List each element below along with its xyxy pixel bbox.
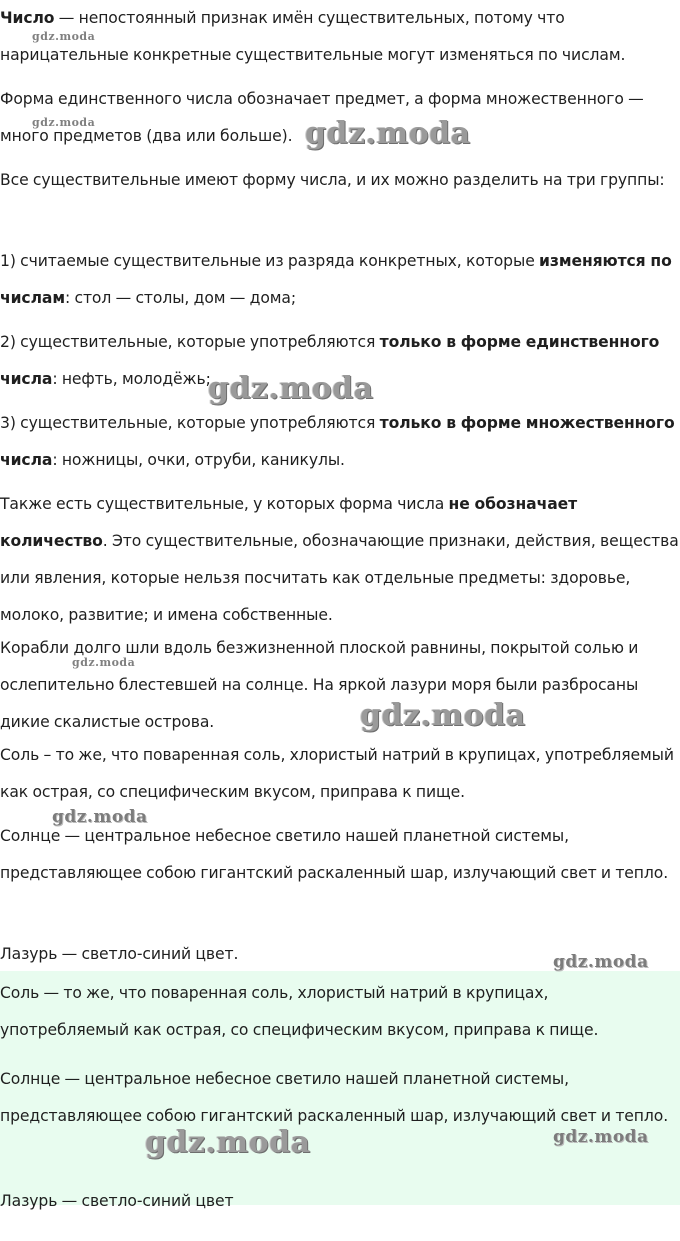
paragraph-singular-plural: Форма единственного числа обозначает предмет, а форма множественного — много предметов (два или больше).: [0, 90, 644, 145]
watermark-logo: gdz.moda: [145, 1125, 311, 1160]
paragraph-group-1: 1) считаемые существительные из разряда конкретных, которые изменяются по числам: стол — столы, дом — дома;: [0, 252, 672, 307]
paragraph-group-3: 3) существительные, которые употребляются только в форме множественного числа: ножницы, очки, отруби, каникулы.: [0, 414, 675, 469]
paragraph-sun-definition: Солнце — центральное небесное светило нашей планетной системы, представляющее собою гигантский раскаленный шар, излучающий свет и тепло.: [0, 827, 669, 882]
watermark-logo: gdz.moda: [360, 698, 526, 733]
watermark-logo: gdz.moda: [553, 952, 649, 972]
watermark-logo: gdz.moda: [208, 371, 374, 406]
term-bold: Число: [0, 9, 55, 27]
highlight-azure-definition: Лазурь — светло-синий цвет: [0, 1192, 234, 1210]
watermark-logo: gdz.moda: [32, 30, 96, 43]
highlight-salt-definition: Соль — то же, что поваренная соль, хлористый натрий в крупицах, употребляемый как острая, со специфическим вкусом, приправа к пище.: [0, 984, 599, 1039]
watermark-logo: gdz.moda: [305, 116, 471, 151]
watermark-logo: gdz.moda: [32, 116, 96, 129]
watermark-logo: gdz.moda: [553, 1127, 649, 1147]
paragraph-azure-definition: Лазурь — светло-синий цвет.: [0, 945, 239, 963]
paragraph-group-2: 2) существительные, которые употребляются только в форме единственного числа: нефть, молодёжь;: [0, 333, 660, 388]
paragraph-salt-definition: Соль – то же, что поваренная соль, хлористый натрий в крупицах, употребляемый как острая, со специфическим вкусом, приправа к пище.: [0, 746, 674, 801]
watermark-logo: gdz.moda: [72, 656, 136, 669]
paragraph-ships-text: Корабли долго шли вдоль безжизненной плоской равнины, покрытой солью и ослепительно блестевшей на солнце. На яркой лазури моря были разбросаны дикие скалистые острова.: [0, 639, 639, 731]
paragraph-three-groups: Все существительные имеют форму числа, и их можно разделить на три группы:: [0, 171, 665, 189]
paragraph-no-quantity: Также есть существительные, у которых форма числа не обозначает количество. Это существительные, обозначающие признаки, действия, вещества или явления, которые нельзя посчитать как отдельные предметы: здоровье, молоко, развитие; и имена собственные.: [0, 495, 679, 624]
watermark-logo: gdz.moda: [52, 807, 148, 827]
paragraph-number-definition: Число — непостоянный признак имён существительных, потому что нарицательные конкретные существительные могут изменяться по числам.: [0, 9, 626, 64]
highlight-sun-definition: Солнце — центральное небесное светило нашей планетной системы, представляющее собою гигантский раскаленный шар, излучающий свет и тепло.: [0, 1070, 669, 1125]
